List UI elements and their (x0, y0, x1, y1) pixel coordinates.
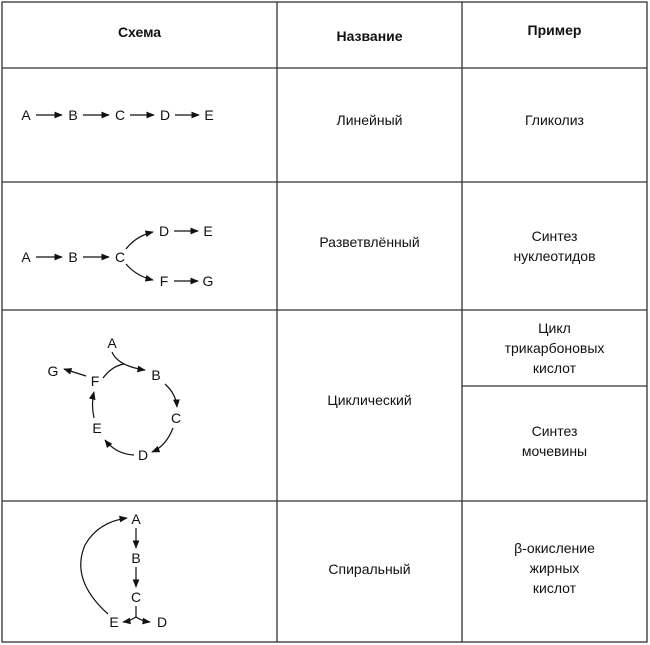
example-line: жирных (529, 560, 580, 576)
name-linear: Линейный (336, 112, 403, 128)
name-spiral: Спиральный (328, 561, 411, 577)
node-c: C (114, 249, 126, 265)
node-a: A (107, 335, 117, 351)
node-e: E (203, 223, 213, 239)
example-nucleotide-synthesis (462, 182, 647, 310)
header-example: Пример (527, 22, 582, 38)
node-b: B (68, 249, 78, 265)
node-b: B (131, 550, 141, 566)
example-line: мочевины (521, 443, 588, 459)
name-branched: Разветвлённый (319, 234, 420, 250)
example-line: β-окисление (514, 540, 595, 556)
header-name: Название (336, 28, 403, 44)
header-scheme: Схема (117, 24, 162, 40)
node-f: F (159, 273, 169, 289)
example-tca-cycle (462, 310, 647, 386)
example-urea-synthesis (462, 386, 647, 496)
name-cyclic: Циклический (327, 392, 412, 408)
cyclic-scheme (48, 335, 182, 463)
example-line: Цикл (538, 320, 571, 336)
node-d: D (137, 447, 149, 463)
example-line: кислот (532, 580, 577, 596)
example-glycolysis: Гликолиз (525, 112, 584, 128)
node-e: E (109, 614, 119, 630)
node-b: B (151, 367, 161, 383)
example-line: Синтез (531, 228, 578, 244)
example-beta-oxidation (462, 501, 647, 635)
node-e: E (92, 420, 102, 436)
node-d: D (156, 614, 168, 630)
node-g: G (202, 273, 214, 289)
example-line: Синтез (531, 423, 578, 439)
example-line: нуклеотидов (513, 248, 596, 264)
node-d: D (159, 107, 171, 123)
node-g: G (47, 363, 59, 379)
node-c: C (114, 107, 126, 123)
example-line: кислот (532, 360, 577, 376)
node-e: E (204, 107, 214, 123)
branched-scheme (21, 223, 213, 289)
node-f: F (90, 373, 100, 389)
linear-scheme (21, 107, 213, 123)
node-c: C (170, 410, 182, 426)
node-a: A (21, 249, 31, 265)
node-a: A (131, 511, 141, 527)
node-d: D (158, 223, 170, 239)
spiral-scheme (81, 511, 167, 630)
node-b: B (68, 107, 78, 123)
node-c: C (130, 589, 142, 605)
example-line: трикарбоновых (504, 340, 605, 356)
node-a: A (21, 107, 31, 123)
